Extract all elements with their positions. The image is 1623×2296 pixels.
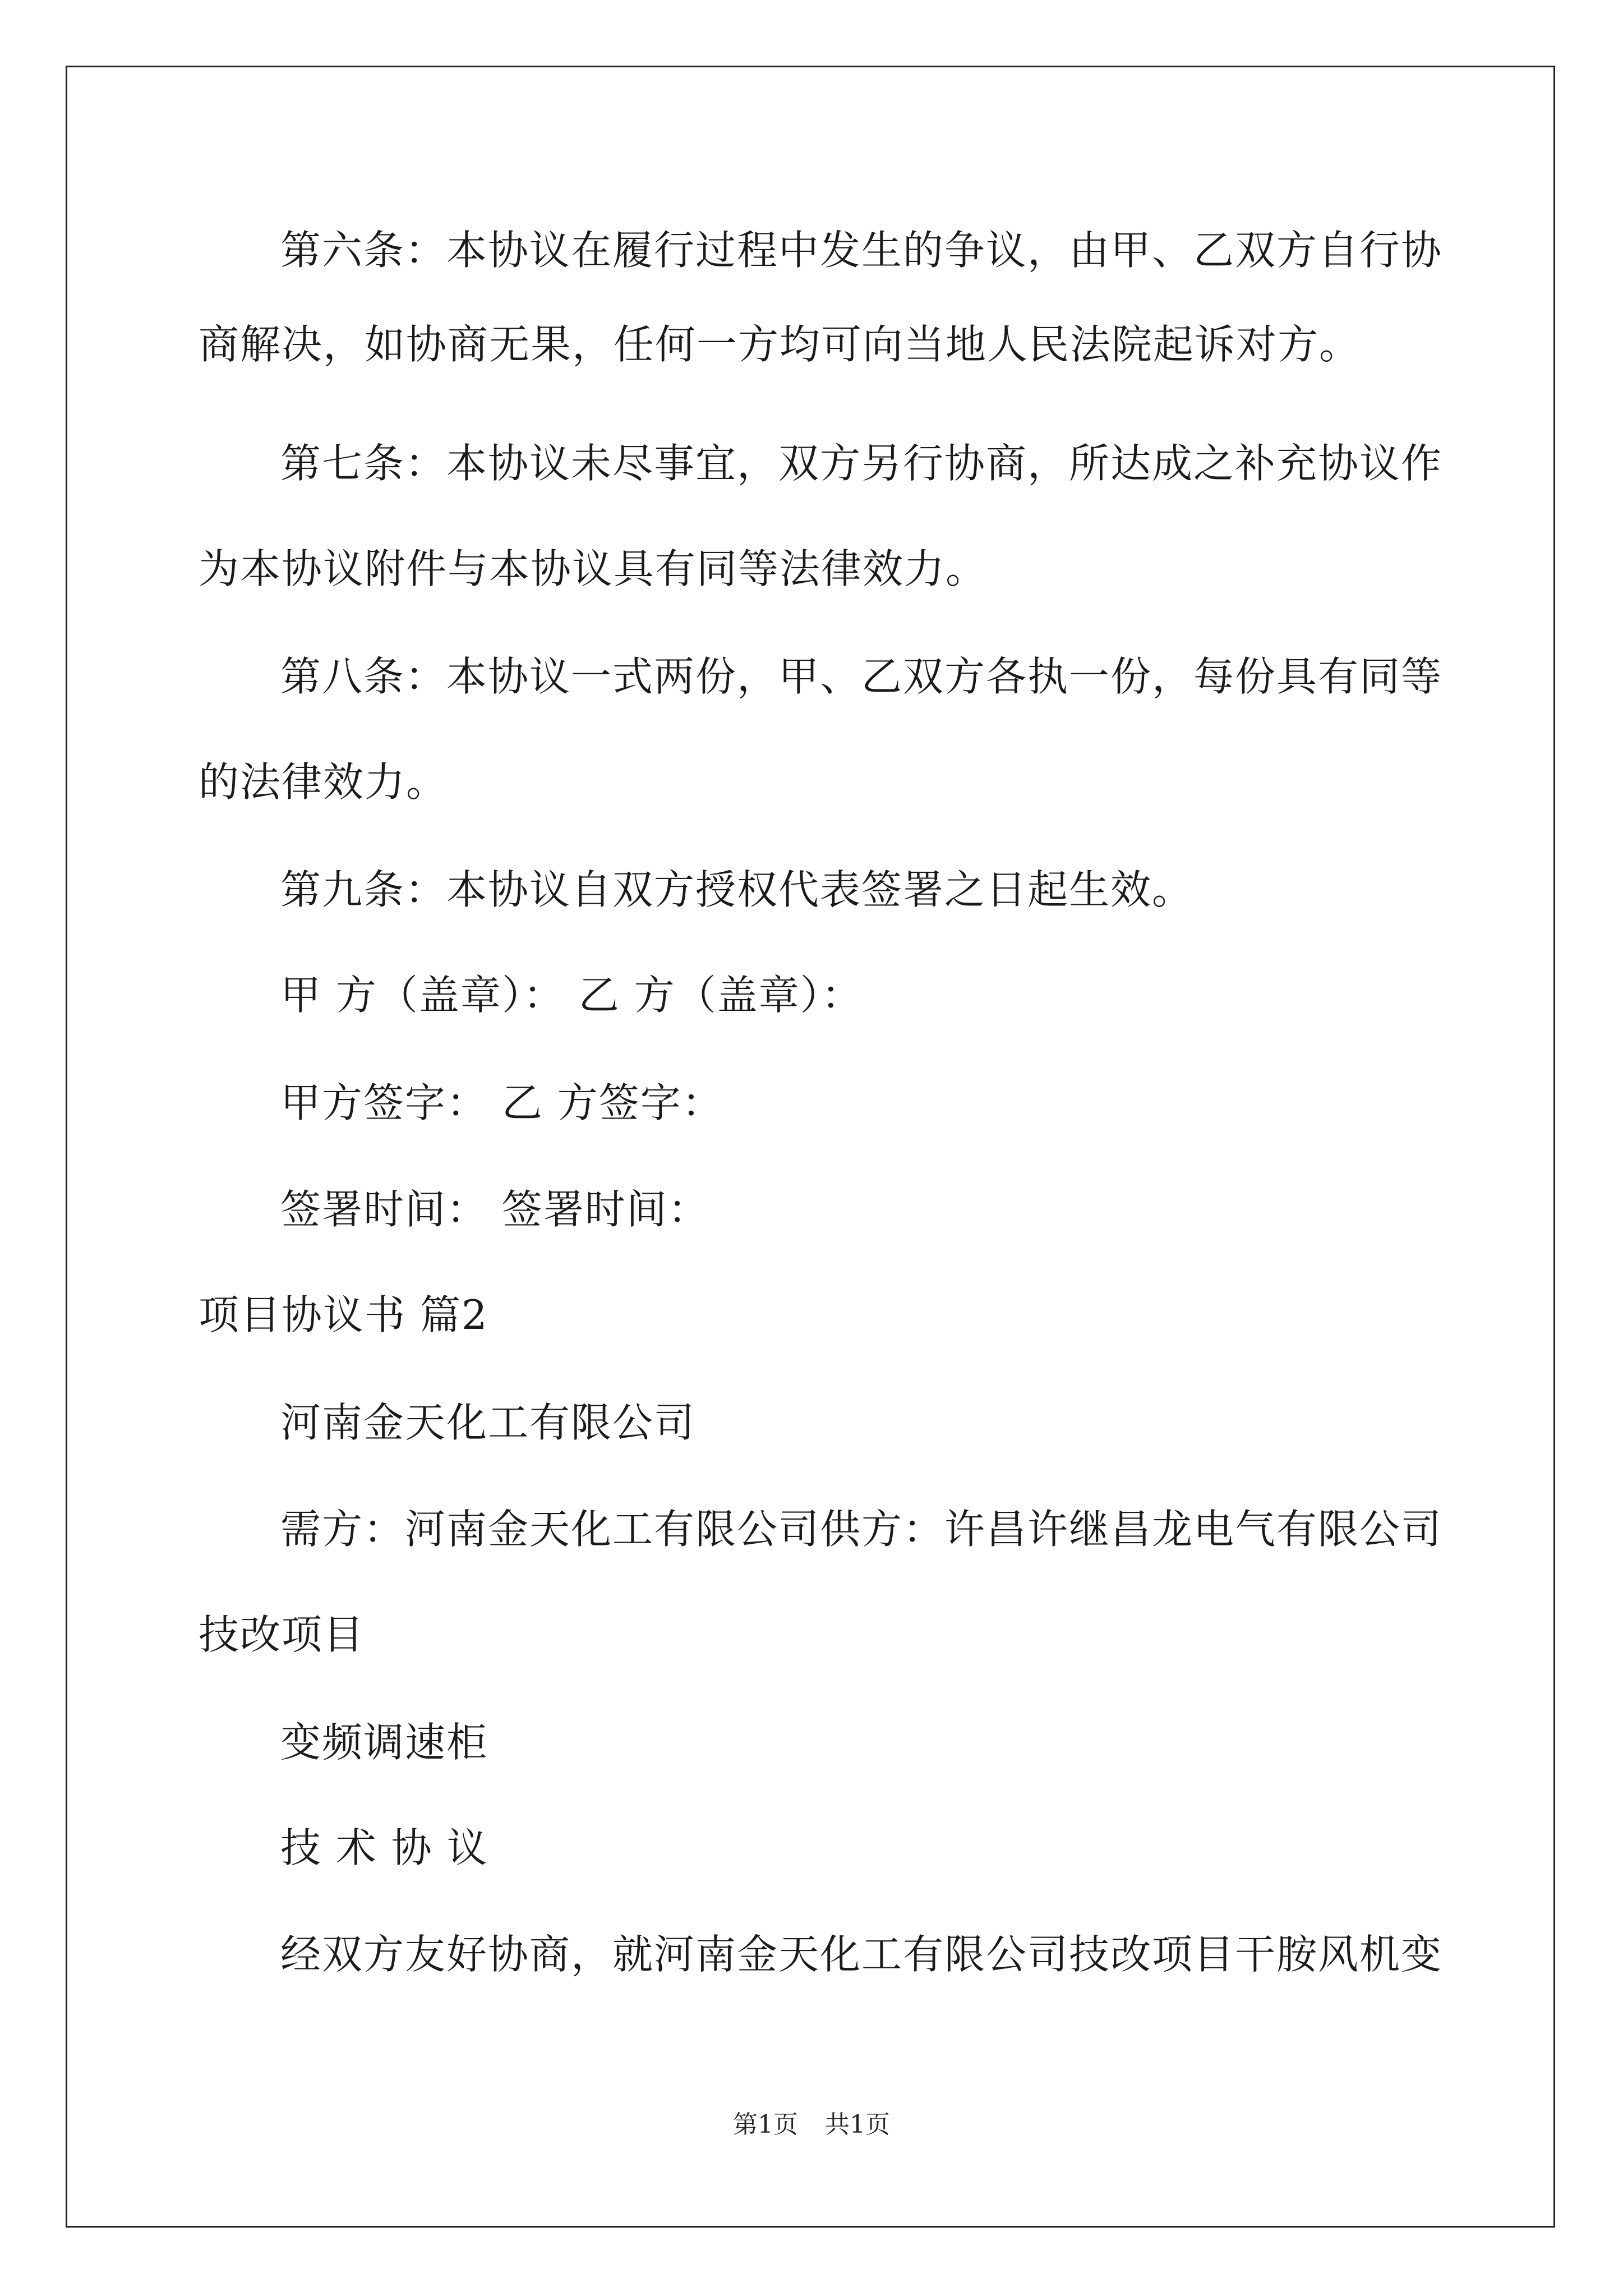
clause-8-line-2: 的法律效力。 xyxy=(199,758,448,806)
page-border xyxy=(66,66,1555,2228)
page-footer xyxy=(0,2108,1623,2142)
clause-7-line-2: 为本协议附件与本协议具有同等法律效力。 xyxy=(199,545,988,592)
company-name: 河南金天化工有限公司 xyxy=(280,1399,696,1446)
project-label: 技改项目 xyxy=(199,1611,365,1658)
agreement-intro: 经双方友好协商，就河南金天化工有限公司技改项目干胺风机变 xyxy=(280,1931,1443,1978)
sign-date-line: 签署时间： 签署时间： xyxy=(280,1186,709,1233)
clause-6-line-1: 第六条：本协议在履行过程中发生的争议，由甲、乙双方自行协 xyxy=(280,227,1443,274)
parties-line: 需方：河南金天化工有限公司供方：许昌许继昌龙电气有限公司 xyxy=(280,1506,1443,1553)
signature-line: 甲方签字： 乙 方签字： xyxy=(280,1079,723,1126)
page-number: 第1页 xyxy=(733,2110,798,2139)
agreement-title: 技 术 协 议 xyxy=(280,1824,488,1871)
clause-6-line-2: 商解决，如协商无果，任何一方均可向当地人民法院起诉对方。 xyxy=(199,321,1361,368)
seal-line: 甲 方（盖章）： 乙 方（盖章）： xyxy=(280,972,863,1019)
clause-9-line: 第九条：本协议自双方授权代表签署之日起生效。 xyxy=(280,866,1194,913)
section-heading: 项目协议书 篇2 xyxy=(199,1291,488,1338)
equipment-label: 变频调速柜 xyxy=(280,1719,488,1766)
clause-7-line-1: 第七条：本协议未尽事宜，双方另行协商，所达成之补充协议作 xyxy=(280,440,1443,487)
clause-8-line-1: 第八条：本协议一式两份，甲、乙双方各执一份，每份具有同等 xyxy=(280,653,1443,700)
page-total: 共1页 xyxy=(825,2110,890,2139)
